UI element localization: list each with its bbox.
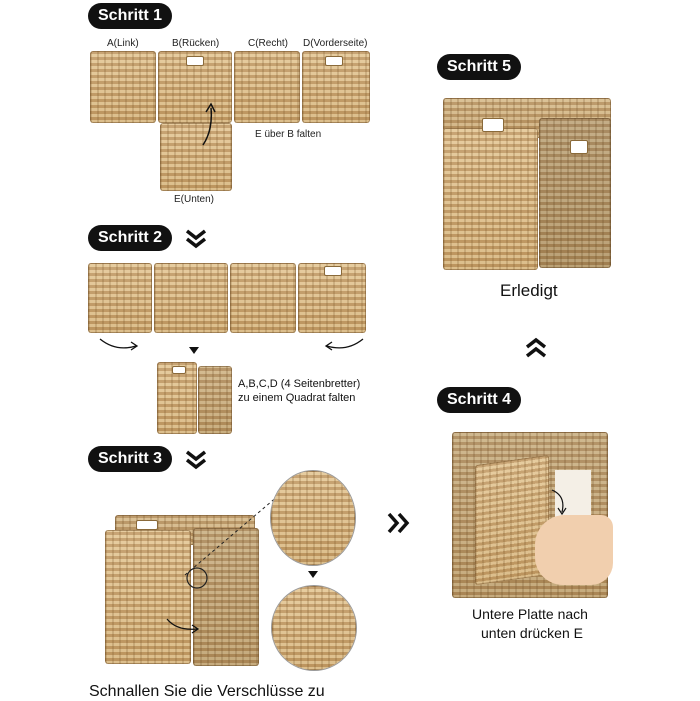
basket-final-handle-front <box>482 118 504 132</box>
basket-final-handle-side <box>570 140 588 154</box>
panel-strip-d-handle <box>324 266 342 276</box>
step4-caption-line1: Untere Platte nach <box>472 606 588 622</box>
panel-strip-b <box>154 263 228 333</box>
square-box-handle <box>172 366 186 374</box>
fold-note-e-over-b: E über B falten <box>255 129 322 140</box>
label-a-left: A(Link) <box>107 38 139 49</box>
panel-strip-a <box>88 263 152 333</box>
label-c-right: C(Recht) <box>248 38 289 49</box>
double-chevron-up-icon <box>524 337 548 359</box>
step-1-badge: Schritt 1 <box>88 3 172 29</box>
step5-caption: Erledigt <box>500 281 558 300</box>
hand-graphic <box>535 515 613 585</box>
basket-step3-left-wall <box>105 530 191 664</box>
step-4-badge: Schritt 4 <box>437 387 521 413</box>
clasp-zoom-bottom <box>271 585 357 671</box>
panel-a <box>90 51 156 123</box>
panel-b-handle <box>186 56 204 66</box>
step-3-badge: Schritt 3 <box>88 446 172 472</box>
panel-d-handle <box>325 56 343 66</box>
label-d-front: D(Vorderseite) <box>303 38 368 49</box>
fold-square-note-line2: zu einem Quadrat falten <box>238 392 356 404</box>
double-chevron-right-icon <box>386 512 412 534</box>
label-b-back: B(Rücken) <box>172 38 220 49</box>
label-e-bottom: E(Unten) <box>174 194 215 205</box>
double-chevron-down-icon <box>184 228 208 248</box>
push-arrow-icon <box>548 488 572 518</box>
basket-step3-handle <box>136 520 158 530</box>
curve-arrow-left-icon <box>98 336 140 354</box>
double-chevron-down-icon <box>184 449 208 469</box>
clasp-arrow-icon <box>165 615 205 635</box>
square-box-side <box>198 366 232 434</box>
panel-strip-c <box>230 263 296 333</box>
triangle-down-icon <box>308 571 318 579</box>
clasp-zoom-top <box>270 470 356 566</box>
panel-c <box>234 51 300 123</box>
step-2-badge: Schritt 2 <box>88 225 172 251</box>
triangle-down-icon <box>189 347 199 355</box>
basket-final-front <box>443 128 538 270</box>
fold-arrow-icon <box>195 100 225 150</box>
step-5-badge: Schritt 5 <box>437 54 521 80</box>
step3-caption: Schnallen Sie die Verschlüsse zu <box>89 683 325 700</box>
curve-arrow-right-icon <box>323 336 365 354</box>
step4-caption-line2: unten drücken E <box>481 625 583 641</box>
fold-square-note-line1: A,B,C,D (4 Seitenbretter) <box>238 378 361 390</box>
